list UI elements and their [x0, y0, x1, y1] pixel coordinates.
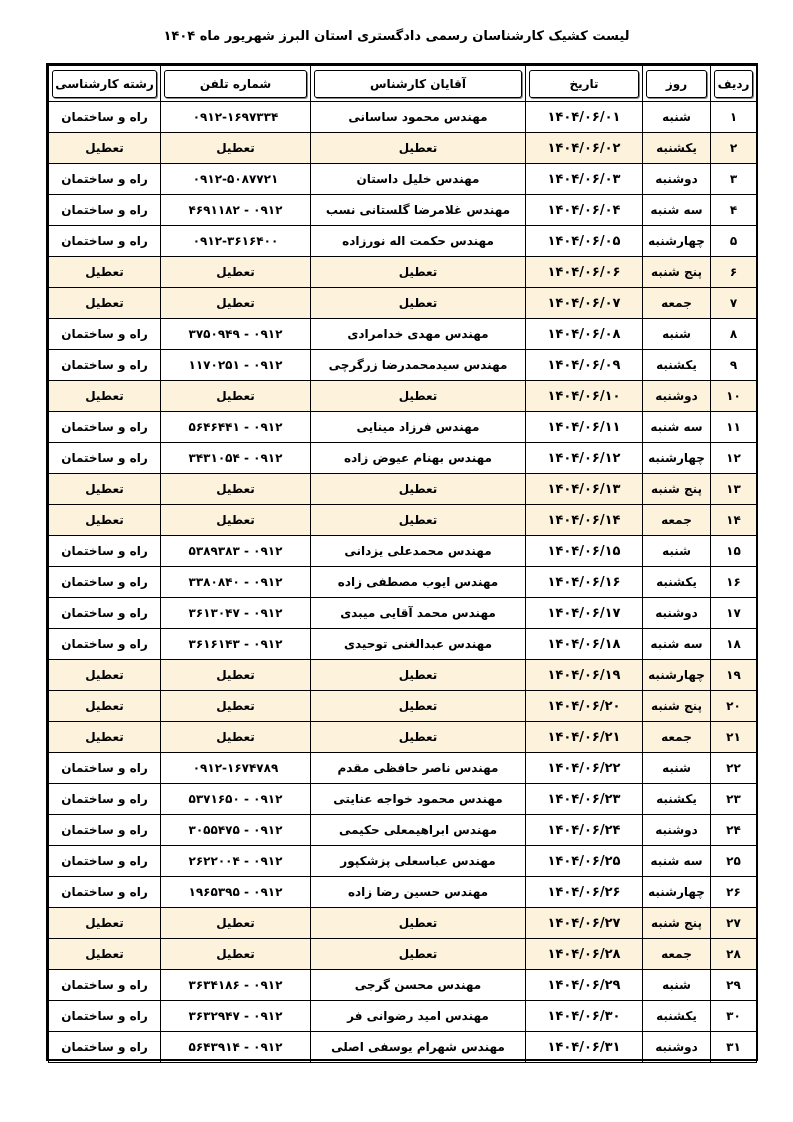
field-cell: راه و ساختمان: [49, 443, 161, 474]
row-number-cell: ۱: [711, 102, 757, 133]
day-cell: پنج شنبه: [643, 691, 711, 722]
row-number-cell: ۱۰: [711, 381, 757, 412]
header-field: [49, 66, 161, 102]
date-cell: ۱۴۰۴/۰۶/۰۴: [526, 195, 643, 226]
field-cell: راه و ساختمان: [49, 629, 161, 660]
row-number-cell: ۵: [711, 226, 757, 257]
phone-cell: ۰۹۱۲ - ۳۶۳۴۱۸۶: [161, 970, 311, 1001]
expert-name-cell: تعطیل: [311, 660, 526, 691]
phone-cell: ۰۹۱۲ - ۳۳۸۰۸۴۰: [161, 567, 311, 598]
row-number-cell: ۷: [711, 288, 757, 319]
date-cell: ۱۴۰۴/۰۶/۱۱: [526, 412, 643, 443]
expert-name-cell: مهندس محمد آقایی میبدی: [311, 598, 526, 629]
table-body: [49, 102, 757, 1063]
date-cell: ۱۴۰۴/۰۶/۲۶: [526, 877, 643, 908]
table-row: [49, 381, 757, 412]
row-number-cell: ۲۰: [711, 691, 757, 722]
field-cell: راه و ساختمان: [49, 226, 161, 257]
date-cell: ۱۴۰۴/۰۶/۳۰: [526, 1001, 643, 1032]
date-cell: ۱۴۰۴/۰۶/۱۲: [526, 443, 643, 474]
row-number-cell: ۳: [711, 164, 757, 195]
expert-name-cell: تعطیل: [311, 691, 526, 722]
header-date-label: تاریخ: [529, 70, 639, 98]
row-number-cell: ۱۱: [711, 412, 757, 443]
expert-name-cell: مهندس مهدی خدامرادی: [311, 319, 526, 350]
date-cell: ۱۴۰۴/۰۶/۰۶: [526, 257, 643, 288]
header-day: [643, 66, 711, 102]
expert-name-cell: تعطیل: [311, 133, 526, 164]
date-cell: ۱۴۰۴/۰۶/۰۵: [526, 226, 643, 257]
row-number-cell: ۱۵: [711, 536, 757, 567]
table-row: [49, 784, 757, 815]
table-row: [49, 629, 757, 660]
phone-cell: تعطیل: [161, 257, 311, 288]
day-cell: دوشنبه: [643, 164, 711, 195]
day-cell: شنبه: [643, 319, 711, 350]
row-number-cell: ۱۶: [711, 567, 757, 598]
day-cell: یکشنبه: [643, 350, 711, 381]
phone-cell: ۰۹۱۲ - ۳۷۵۰۹۴۹: [161, 319, 311, 350]
header-expert: [311, 66, 526, 102]
table-row: [49, 908, 757, 939]
expert-name-cell: مهندس عباسعلی پزشکپور: [311, 846, 526, 877]
day-cell: شنبه: [643, 753, 711, 784]
row-number-cell: ۱۴: [711, 505, 757, 536]
date-cell: ۱۴۰۴/۰۶/۲۵: [526, 846, 643, 877]
table-row: [49, 877, 757, 908]
phone-cell: ۰۹۱۲ - ۵۶۴۶۴۴۱: [161, 412, 311, 443]
expert-name-cell: تعطیل: [311, 939, 526, 970]
document-title: لیست کشیک کارشناسان رسمی دادگستری استان البرز شهریور ماه ۱۴۰۴: [163, 29, 630, 44]
expert-name-cell: مهندس محمدعلی یزدانی: [311, 536, 526, 567]
field-cell: راه و ساختمان: [49, 815, 161, 846]
expert-name-cell: تعطیل: [311, 257, 526, 288]
field-cell: تعطیل: [49, 722, 161, 753]
day-cell: چهارشنبه: [643, 660, 711, 691]
table-row: [49, 226, 757, 257]
phone-cell: ۰۹۱۲ - ۵۳۸۹۳۸۳: [161, 536, 311, 567]
row-number-cell: ۱۸: [711, 629, 757, 660]
table-row: [49, 970, 757, 1001]
table-row: [49, 195, 757, 226]
date-cell: ۱۴۰۴/۰۶/۱۴: [526, 505, 643, 536]
phone-cell: ۰۹۱۲ - ۳۶۳۲۹۴۷: [161, 1001, 311, 1032]
date-cell: ۱۴۰۴/۰۶/۲۰: [526, 691, 643, 722]
day-cell: چهارشنبه: [643, 877, 711, 908]
field-cell: تعطیل: [49, 908, 161, 939]
field-cell: راه و ساختمان: [49, 350, 161, 381]
field-cell: تعطیل: [49, 133, 161, 164]
date-cell: ۱۴۰۴/۰۶/۱۶: [526, 567, 643, 598]
field-cell: تعطیل: [49, 939, 161, 970]
phone-cell: تعطیل: [161, 133, 311, 164]
table-row: [49, 536, 757, 567]
phone-cell: تعطیل: [161, 908, 311, 939]
field-cell: تعطیل: [49, 257, 161, 288]
header-date: [526, 66, 643, 102]
expert-name-cell: مهندس حکمت اله نورزاده: [311, 226, 526, 257]
expert-name-cell: تعطیل: [311, 474, 526, 505]
expert-name-cell: مهندس محمود ساسانی: [311, 102, 526, 133]
day-cell: شنبه: [643, 536, 711, 567]
table-row: [49, 846, 757, 877]
field-cell: راه و ساختمان: [49, 319, 161, 350]
phone-cell: ۰۹۱۲ - ۳۶۱۳۰۴۷: [161, 598, 311, 629]
row-number-cell: ۲۲: [711, 753, 757, 784]
day-cell: شنبه: [643, 102, 711, 133]
field-cell: راه و ساختمان: [49, 536, 161, 567]
date-cell: ۱۴۰۴/۰۶/۲۱: [526, 722, 643, 753]
day-cell: دوشنبه: [643, 815, 711, 846]
phone-cell: ۰۹۱۲ - ۳۰۵۵۴۷۵: [161, 815, 311, 846]
day-cell: دوشنبه: [643, 1032, 711, 1063]
table-row: [49, 567, 757, 598]
date-cell: ۱۴۰۴/۰۶/۱۳: [526, 474, 643, 505]
row-number-cell: ۱۷: [711, 598, 757, 629]
date-cell: ۱۴۰۴/۰۶/۳۱: [526, 1032, 643, 1063]
phone-cell: ۰۹۱۲-۵۰۸۷۷۲۱: [161, 164, 311, 195]
field-cell: راه و ساختمان: [49, 846, 161, 877]
day-cell: شنبه: [643, 970, 711, 1001]
day-cell: جمعه: [643, 288, 711, 319]
row-number-cell: ۲۸: [711, 939, 757, 970]
phone-cell: ۰۹۱۲-۱۶۹۷۳۳۴: [161, 102, 311, 133]
expert-name-cell: مهندس فرزاد مینایی: [311, 412, 526, 443]
row-number-cell: ۱۹: [711, 660, 757, 691]
expert-name-cell: تعطیل: [311, 722, 526, 753]
phone-cell: تعطیل: [161, 288, 311, 319]
table-row: [49, 102, 757, 133]
day-cell: چهارشنبه: [643, 226, 711, 257]
day-cell: سه شنبه: [643, 846, 711, 877]
phone-cell: تعطیل: [161, 939, 311, 970]
row-number-cell: ۲۷: [711, 908, 757, 939]
day-cell: جمعه: [643, 722, 711, 753]
table-row: [49, 753, 757, 784]
header-field-label: رشته کارشناسی: [52, 70, 157, 98]
phone-cell: تعطیل: [161, 722, 311, 753]
date-cell: ۱۴۰۴/۰۶/۰۱: [526, 102, 643, 133]
date-cell: ۱۴۰۴/۰۶/۲۷: [526, 908, 643, 939]
date-cell: ۱۴۰۴/۰۶/۰۲: [526, 133, 643, 164]
row-number-cell: ۲۱: [711, 722, 757, 753]
phone-cell: ۰۹۱۲ - ۲۶۲۲۰۰۴: [161, 846, 311, 877]
table-row: [49, 474, 757, 505]
field-cell: راه و ساختمان: [49, 753, 161, 784]
expert-name-cell: مهندس حسین رضا زاده: [311, 877, 526, 908]
expert-name-cell: مهندس شهرام یوسفی اصلی: [311, 1032, 526, 1063]
header-row-number: [711, 66, 757, 102]
table-row: [49, 350, 757, 381]
expert-name-cell: مهندس بهنام عیوض زاده: [311, 443, 526, 474]
field-cell: راه و ساختمان: [49, 970, 161, 1001]
date-cell: ۱۴۰۴/۰۶/۲۴: [526, 815, 643, 846]
date-cell: ۱۴۰۴/۰۶/۱۷: [526, 598, 643, 629]
phone-cell: تعطیل: [161, 505, 311, 536]
phone-cell: تعطیل: [161, 660, 311, 691]
field-cell: راه و ساختمان: [49, 567, 161, 598]
row-number-cell: ۲۴: [711, 815, 757, 846]
table-row: [49, 939, 757, 970]
field-cell: تعطیل: [49, 691, 161, 722]
field-cell: راه و ساختمان: [49, 598, 161, 629]
row-number-cell: ۲: [711, 133, 757, 164]
day-cell: جمعه: [643, 939, 711, 970]
row-number-cell: ۱۲: [711, 443, 757, 474]
expert-name-cell: تعطیل: [311, 288, 526, 319]
table-row: [49, 505, 757, 536]
expert-name-cell: مهندس محمود خواجه عنایتی: [311, 784, 526, 815]
field-cell: راه و ساختمان: [49, 164, 161, 195]
table-row: [49, 288, 757, 319]
field-cell: راه و ساختمان: [49, 877, 161, 908]
field-cell: تعطیل: [49, 288, 161, 319]
day-cell: چهارشنبه: [643, 443, 711, 474]
day-cell: سه شنبه: [643, 195, 711, 226]
phone-cell: ۰۹۱۲ - ۱۱۷۰۲۵۱: [161, 350, 311, 381]
day-cell: پنج شنبه: [643, 908, 711, 939]
table-row: [49, 164, 757, 195]
header-row-number-label: ردیف: [714, 70, 753, 98]
date-cell: ۱۴۰۴/۰۶/۰۹: [526, 350, 643, 381]
expert-name-cell: مهندس سیدمحمدرضا زرگرچی: [311, 350, 526, 381]
row-number-cell: ۲۳: [711, 784, 757, 815]
schedule-table-frame: [46, 63, 758, 1061]
day-cell: پنج شنبه: [643, 474, 711, 505]
row-number-cell: ۲۹: [711, 970, 757, 1001]
row-number-cell: ۴: [711, 195, 757, 226]
row-number-cell: ۲۵: [711, 846, 757, 877]
day-cell: یکشنبه: [643, 133, 711, 164]
phone-cell: تعطیل: [161, 474, 311, 505]
table-row: [49, 660, 757, 691]
phone-cell: ۰۹۱۲ - ۱۹۶۵۳۹۵: [161, 877, 311, 908]
header-day-label: روز: [646, 70, 707, 98]
table-row: [49, 443, 757, 474]
schedule-table: [48, 65, 757, 1063]
expert-name-cell: مهندس محسن گرجی: [311, 970, 526, 1001]
date-cell: ۱۴۰۴/۰۶/۱۹: [526, 660, 643, 691]
phone-cell: ۰۹۱۲ - ۵۳۷۱۶۵۰: [161, 784, 311, 815]
header-expert-label: آقایان کارشناس: [314, 70, 522, 98]
row-number-cell: ۲۶: [711, 877, 757, 908]
date-cell: ۱۴۰۴/۰۶/۲۸: [526, 939, 643, 970]
date-cell: ۱۴۰۴/۰۶/۰۷: [526, 288, 643, 319]
expert-name-cell: مهندس ایوب مصطفی زاده: [311, 567, 526, 598]
expert-name-cell: مهندس ناصر حافظی مقدم: [311, 753, 526, 784]
row-number-cell: ۳۰: [711, 1001, 757, 1032]
date-cell: ۱۴۰۴/۰۶/۰۳: [526, 164, 643, 195]
table-header-row: [49, 66, 757, 102]
date-cell: ۱۴۰۴/۰۶/۲۹: [526, 970, 643, 1001]
field-cell: راه و ساختمان: [49, 195, 161, 226]
table-row: [49, 722, 757, 753]
day-cell: یکشنبه: [643, 1001, 711, 1032]
table-row: [49, 691, 757, 722]
table-row: [49, 1032, 757, 1063]
field-cell: تعطیل: [49, 381, 161, 412]
day-cell: یکشنبه: [643, 567, 711, 598]
expert-name-cell: مهندس خلیل داستان: [311, 164, 526, 195]
row-number-cell: ۳۱: [711, 1032, 757, 1063]
expert-name-cell: مهندس ابراهیمعلی حکیمی: [311, 815, 526, 846]
phone-cell: ۰۹۱۲ - ۵۶۴۳۹۱۴: [161, 1032, 311, 1063]
expert-name-cell: تعطیل: [311, 381, 526, 412]
day-cell: سه شنبه: [643, 412, 711, 443]
field-cell: راه و ساختمان: [49, 102, 161, 133]
row-number-cell: ۸: [711, 319, 757, 350]
table-row: [49, 598, 757, 629]
table-row: [49, 133, 757, 164]
date-cell: ۱۴۰۴/۰۶/۲۳: [526, 784, 643, 815]
phone-cell: ۰۹۱۲ - ۳۴۳۱۰۵۴: [161, 443, 311, 474]
table-row: [49, 815, 757, 846]
date-cell: ۱۴۰۴/۰۶/۱۵: [526, 536, 643, 567]
table-row: [49, 1001, 757, 1032]
table-row: [49, 319, 757, 350]
phone-cell: ۰۹۱۲ - ۳۶۱۶۱۴۳: [161, 629, 311, 660]
phone-cell: ۰۹۱۲ - ۴۶۹۱۱۸۲: [161, 195, 311, 226]
day-cell: دوشنبه: [643, 598, 711, 629]
field-cell: راه و ساختمان: [49, 784, 161, 815]
expert-name-cell: مهندس غلامرضا گلستانی نسب: [311, 195, 526, 226]
phone-cell: تعطیل: [161, 381, 311, 412]
header-phone-label: شماره تلفن: [164, 70, 307, 98]
expert-name-cell: مهندس عبدالغنی توحیدی: [311, 629, 526, 660]
row-number-cell: ۱۳: [711, 474, 757, 505]
field-cell: راه و ساختمان: [49, 1001, 161, 1032]
field-cell: تعطیل: [49, 474, 161, 505]
field-cell: تعطیل: [49, 660, 161, 691]
day-cell: دوشنبه: [643, 381, 711, 412]
date-cell: ۱۴۰۴/۰۶/۲۲: [526, 753, 643, 784]
day-cell: پنج شنبه: [643, 257, 711, 288]
expert-name-cell: تعطیل: [311, 908, 526, 939]
field-cell: راه و ساختمان: [49, 412, 161, 443]
day-cell: یکشنبه: [643, 784, 711, 815]
date-cell: ۱۴۰۴/۰۶/۱۸: [526, 629, 643, 660]
expert-name-cell: تعطیل: [311, 505, 526, 536]
expert-name-cell: مهندس امید رضوانی فر: [311, 1001, 526, 1032]
row-number-cell: ۹: [711, 350, 757, 381]
phone-cell: ۰۹۱۲-۱۶۷۴۷۸۹: [161, 753, 311, 784]
row-number-cell: ۶: [711, 257, 757, 288]
table-row: [49, 257, 757, 288]
date-cell: ۱۴۰۴/۰۶/۰۸: [526, 319, 643, 350]
field-cell: تعطیل: [49, 505, 161, 536]
day-cell: سه شنبه: [643, 629, 711, 660]
phone-cell: تعطیل: [161, 691, 311, 722]
field-cell: راه و ساختمان: [49, 1032, 161, 1063]
table-row: [49, 412, 757, 443]
day-cell: جمعه: [643, 505, 711, 536]
header-phone: [161, 66, 311, 102]
date-cell: ۱۴۰۴/۰۶/۱۰: [526, 381, 643, 412]
phone-cell: ۰۹۱۲-۳۶۱۶۴۰۰: [161, 226, 311, 257]
